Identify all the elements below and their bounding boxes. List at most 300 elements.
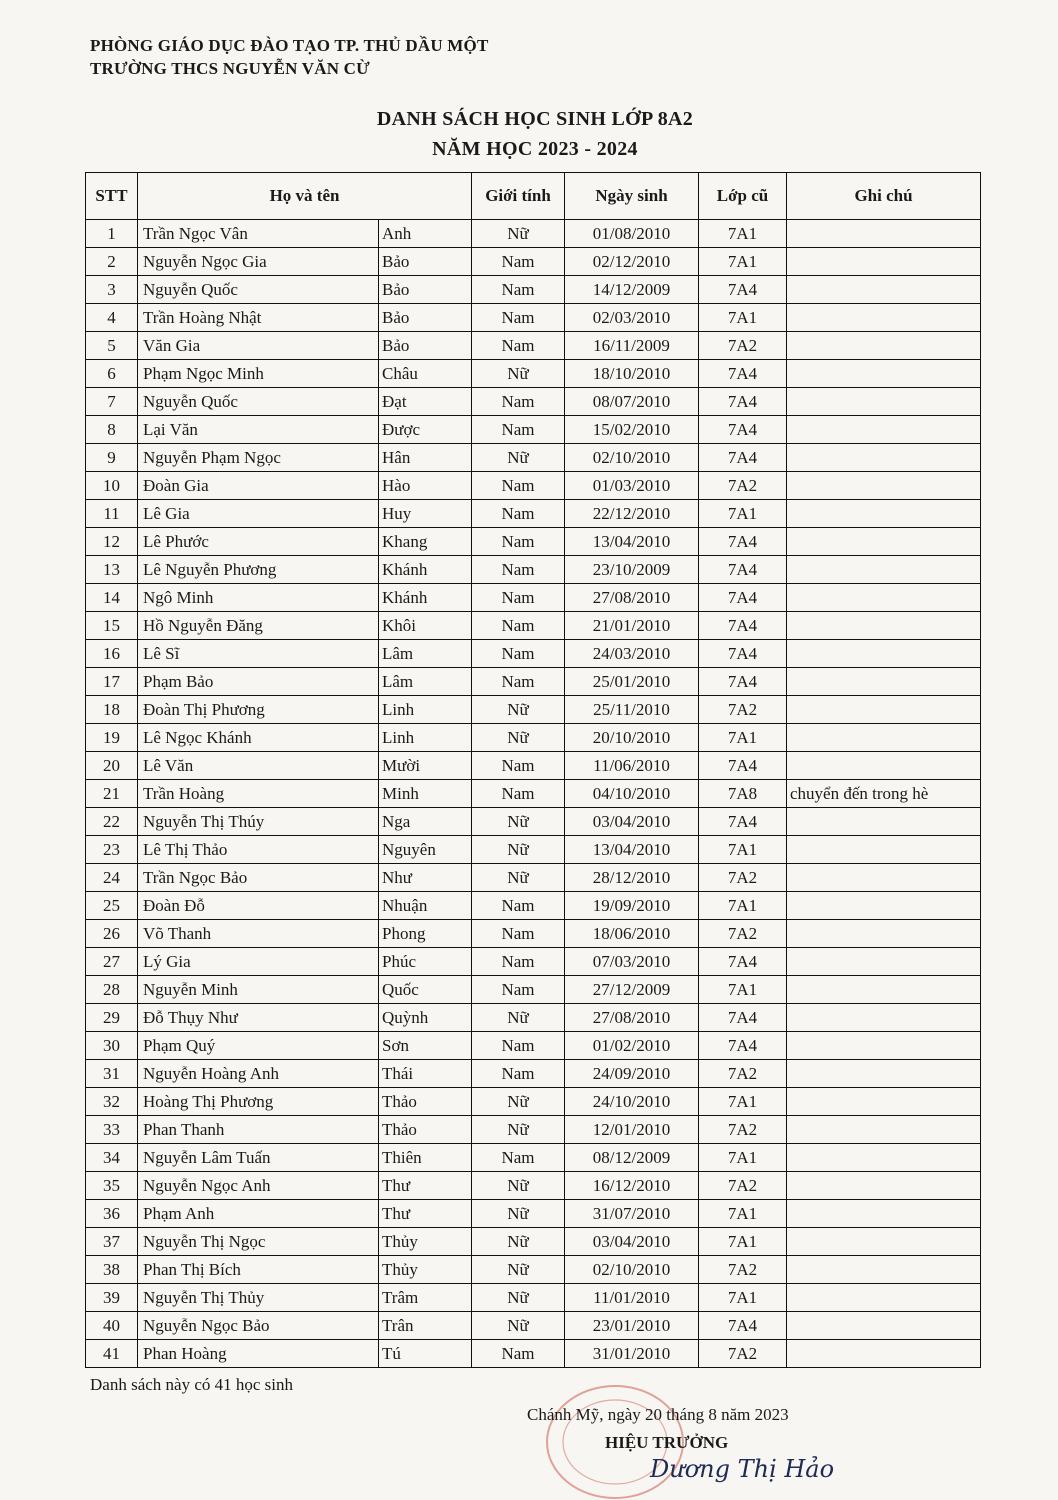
row-note <box>787 556 981 584</box>
row-last-name: Đoàn Thị Phương <box>138 696 379 724</box>
row-first-name: Bảo <box>379 304 472 332</box>
table-row <box>86 1200 981 1228</box>
student-count-note: Danh sách này có 41 học sinh <box>90 1375 294 1394</box>
row-gender: Nữ <box>472 864 565 892</box>
row-gender: Nam <box>472 248 565 276</box>
row-last-name: Đỗ Thụy Như <box>138 1004 379 1032</box>
row-stt: 15 <box>86 612 138 640</box>
row-old-class: 7A4 <box>699 640 787 668</box>
row-stt: 1 <box>86 220 138 248</box>
row-note <box>787 640 981 668</box>
row-first-name: Thư <box>379 1172 472 1200</box>
table-row <box>86 500 981 528</box>
row-stt: 29 <box>86 1004 138 1032</box>
row-first-name: Quỳnh <box>379 1004 472 1032</box>
row-first-name: Thảo <box>379 1116 472 1144</box>
row-last-name: Hoàng Thị Phương <box>138 1088 379 1116</box>
row-last-name: Nguyễn Ngọc Gia <box>138 248 379 276</box>
table-row <box>86 220 981 248</box>
table-row <box>86 556 981 584</box>
row-first-name: Trân <box>379 1312 472 1340</box>
row-last-name: Nguyễn Hoàng Anh <box>138 1060 379 1088</box>
row-old-class: 7A2 <box>699 332 787 360</box>
row-first-name: Hân <box>379 444 472 472</box>
row-first-name: Bảo <box>379 248 472 276</box>
row-old-class: 7A4 <box>699 752 787 780</box>
row-old-class: 7A1 <box>699 1088 787 1116</box>
row-stt: 37 <box>86 1228 138 1256</box>
table-row <box>86 1172 981 1200</box>
department-name: PHÒNG GIÁO DỤC ĐÀO TẠO TP. THỦ DẦU MỘT <box>90 36 489 55</box>
row-note <box>787 976 981 1004</box>
row-old-class: 7A2 <box>699 472 787 500</box>
row-first-name: Thảo <box>379 1088 472 1116</box>
row-note <box>787 724 981 752</box>
row-gender: Nữ <box>472 808 565 836</box>
table-row <box>86 948 981 976</box>
row-note <box>787 1088 981 1116</box>
row-last-name: Lê Thị Thảo <box>138 836 379 864</box>
row-note <box>787 276 981 304</box>
row-old-class: 7A2 <box>699 1340 787 1368</box>
row-gender: Nữ <box>472 1088 565 1116</box>
signer-title: HIỆU TRƯỞNG <box>605 1433 729 1452</box>
row-gender: Nam <box>472 1060 565 1088</box>
document-title-block <box>0 104 1058 164</box>
table-header-row <box>86 173 981 220</box>
row-first-name: Được <box>379 416 472 444</box>
row-last-name: Lê Sĩ <box>138 640 379 668</box>
row-gender: Nam <box>472 640 565 668</box>
row-note <box>787 864 981 892</box>
row-old-class: 7A1 <box>699 724 787 752</box>
table-row <box>86 416 981 444</box>
row-last-name: Nguyễn Thị Ngọc <box>138 1228 379 1256</box>
row-stt: 26 <box>86 920 138 948</box>
row-first-name: Anh <box>379 220 472 248</box>
row-dob: 01/02/2010 <box>565 1032 699 1060</box>
row-old-class: 7A1 <box>699 304 787 332</box>
row-stt: 36 <box>86 1200 138 1228</box>
row-gender: Nam <box>472 1032 565 1060</box>
row-stt: 27 <box>86 948 138 976</box>
row-note <box>787 668 981 696</box>
table-row <box>86 528 981 556</box>
row-old-class: 7A4 <box>699 668 787 696</box>
row-first-name: Quốc <box>379 976 472 1004</box>
row-last-name: Phạm Anh <box>138 1200 379 1228</box>
row-last-name: Phạm Quý <box>138 1032 379 1060</box>
row-gender: Nam <box>472 976 565 1004</box>
row-old-class: 7A4 <box>699 416 787 444</box>
row-dob: 31/07/2010 <box>565 1200 699 1228</box>
place-date: Chánh Mỹ, ngày 20 tháng 8 năm 2023 <box>527 1405 789 1424</box>
row-stt: 2 <box>86 248 138 276</box>
row-note <box>787 304 981 332</box>
row-last-name: Trần Hoàng <box>138 780 379 808</box>
row-gender: Nữ <box>472 444 565 472</box>
row-gender: Nữ <box>472 696 565 724</box>
row-last-name: Lại Văn <box>138 416 379 444</box>
row-old-class: 7A4 <box>699 1032 787 1060</box>
row-last-name: Nguyễn Quốc <box>138 388 379 416</box>
row-first-name: Linh <box>379 696 472 724</box>
row-last-name: Lê Gia <box>138 500 379 528</box>
row-stt: 31 <box>86 1060 138 1088</box>
col-header-dob: Ngày sinh <box>565 173 699 220</box>
row-gender: Nam <box>472 920 565 948</box>
row-first-name: Thư <box>379 1200 472 1228</box>
row-note <box>787 472 981 500</box>
row-old-class: 7A1 <box>699 892 787 920</box>
col-header-stt: STT <box>86 173 138 220</box>
row-note <box>787 1256 981 1284</box>
row-note <box>787 1060 981 1088</box>
row-gender: Nam <box>472 584 565 612</box>
row-first-name: Lâm <box>379 640 472 668</box>
table-row <box>86 1312 981 1340</box>
row-dob: 11/01/2010 <box>565 1284 699 1312</box>
row-last-name: Trần Ngọc Vân <box>138 220 379 248</box>
row-gender: Nam <box>472 500 565 528</box>
row-first-name: Bảo <box>379 276 472 304</box>
row-dob: 22/12/2010 <box>565 500 699 528</box>
row-dob: 24/03/2010 <box>565 640 699 668</box>
row-stt: 39 <box>86 1284 138 1312</box>
row-gender: Nam <box>472 948 565 976</box>
row-gender: Nam <box>472 892 565 920</box>
row-last-name: Trần Hoàng Nhật <box>138 304 379 332</box>
row-note <box>787 500 981 528</box>
table-row <box>86 752 981 780</box>
row-stt: 5 <box>86 332 138 360</box>
row-last-name: Phan Thị Bích <box>138 1256 379 1284</box>
student-table <box>85 172 981 1368</box>
row-gender: Nữ <box>472 220 565 248</box>
table-row <box>86 1228 981 1256</box>
row-gender: Nam <box>472 668 565 696</box>
table-row <box>86 248 981 276</box>
row-dob: 07/03/2010 <box>565 948 699 976</box>
table-row <box>86 1032 981 1060</box>
row-stt: 25 <box>86 892 138 920</box>
row-stt: 33 <box>86 1116 138 1144</box>
row-note <box>787 948 981 976</box>
row-note <box>787 388 981 416</box>
row-old-class: 7A4 <box>699 808 787 836</box>
row-dob: 19/09/2010 <box>565 892 699 920</box>
row-first-name: Tú <box>379 1340 472 1368</box>
row-gender: Nam <box>472 1144 565 1172</box>
signature: Dương Thị Hảo <box>650 1455 835 1483</box>
row-old-class: 7A2 <box>699 696 787 724</box>
row-last-name: Nguyễn Minh <box>138 976 379 1004</box>
row-dob: 14/12/2009 <box>565 276 699 304</box>
row-stt: 3 <box>86 276 138 304</box>
school-name: TRƯỜNG THCS NGUYỄN VĂN CỪ <box>90 59 370 78</box>
row-first-name: Sơn <box>379 1032 472 1060</box>
row-dob: 31/01/2010 <box>565 1340 699 1368</box>
row-first-name: Linh <box>379 724 472 752</box>
row-last-name: Lý Gia <box>138 948 379 976</box>
row-stt: 22 <box>86 808 138 836</box>
row-old-class: 7A1 <box>699 836 787 864</box>
row-gender: Nam <box>472 416 565 444</box>
row-note <box>787 752 981 780</box>
row-last-name: Phan Thanh <box>138 1116 379 1144</box>
row-first-name: Thủy <box>379 1256 472 1284</box>
row-note <box>787 584 981 612</box>
row-old-class: 7A4 <box>699 556 787 584</box>
row-dob: 24/09/2010 <box>565 1060 699 1088</box>
row-last-name: Nguyễn Ngọc Anh <box>138 1172 379 1200</box>
table-row <box>86 1284 981 1312</box>
row-note <box>787 1172 981 1200</box>
row-gender: Nữ <box>472 1116 565 1144</box>
row-note <box>787 920 981 948</box>
row-old-class: 7A1 <box>699 220 787 248</box>
row-last-name: Đoàn Gia <box>138 472 379 500</box>
row-last-name: Trần Ngọc Bảo <box>138 864 379 892</box>
row-note <box>787 332 981 360</box>
row-gender: Nam <box>472 752 565 780</box>
row-note <box>787 444 981 472</box>
row-note <box>787 892 981 920</box>
row-dob: 16/12/2010 <box>565 1172 699 1200</box>
row-stt: 4 <box>86 304 138 332</box>
row-old-class: 7A4 <box>699 388 787 416</box>
row-gender: Nữ <box>472 360 565 388</box>
col-header-gender: Giới tính <box>472 173 565 220</box>
row-stt: 18 <box>86 696 138 724</box>
row-dob: 04/10/2010 <box>565 780 699 808</box>
row-gender: Nam <box>472 388 565 416</box>
row-dob: 08/12/2009 <box>565 1144 699 1172</box>
row-dob: 08/07/2010 <box>565 388 699 416</box>
row-stt: 20 <box>86 752 138 780</box>
row-dob: 18/06/2010 <box>565 920 699 948</box>
table-row <box>86 836 981 864</box>
row-note <box>787 1200 981 1228</box>
table-row <box>86 864 981 892</box>
row-dob: 12/01/2010 <box>565 1116 699 1144</box>
row-stt: 11 <box>86 500 138 528</box>
table-row <box>86 388 981 416</box>
row-stt: 14 <box>86 584 138 612</box>
row-old-class: 7A1 <box>699 1284 787 1312</box>
row-stt: 8 <box>86 416 138 444</box>
row-dob: 01/03/2010 <box>565 472 699 500</box>
row-first-name: Khang <box>379 528 472 556</box>
row-old-class: 7A8 <box>699 780 787 808</box>
row-last-name: Nguyễn Quốc <box>138 276 379 304</box>
table-row <box>86 584 981 612</box>
row-note <box>787 808 981 836</box>
row-first-name: Bảo <box>379 332 472 360</box>
row-gender: Nam <box>472 332 565 360</box>
row-first-name: Mười <box>379 752 472 780</box>
row-dob: 23/01/2010 <box>565 1312 699 1340</box>
row-dob: 27/08/2010 <box>565 1004 699 1032</box>
table-row <box>86 808 981 836</box>
table-row <box>86 612 981 640</box>
col-header-name: Họ và tên <box>138 173 472 220</box>
table-row <box>86 1116 981 1144</box>
table-row <box>86 1340 981 1368</box>
col-header-old-class: Lớp cũ <box>699 173 787 220</box>
row-dob: 03/04/2010 <box>565 1228 699 1256</box>
row-old-class: 7A4 <box>699 612 787 640</box>
table-row <box>86 780 981 808</box>
row-old-class: 7A2 <box>699 864 787 892</box>
row-note <box>787 220 981 248</box>
row-dob: 13/04/2010 <box>565 836 699 864</box>
school-year: NĂM HỌC 2023 - 2024 <box>432 138 638 160</box>
row-first-name: Nhuận <box>379 892 472 920</box>
row-old-class: 7A1 <box>699 500 787 528</box>
table-row <box>86 360 981 388</box>
table-row <box>86 1004 981 1032</box>
row-note <box>787 1340 981 1368</box>
row-dob: 02/10/2010 <box>565 444 699 472</box>
row-stt: 10 <box>86 472 138 500</box>
table-row <box>86 332 981 360</box>
table-row <box>86 1088 981 1116</box>
table-row <box>86 920 981 948</box>
col-header-note: Ghi chú <box>787 173 981 220</box>
row-gender: Nữ <box>472 1228 565 1256</box>
row-dob: 27/08/2010 <box>565 584 699 612</box>
row-last-name: Lê Phước <box>138 528 379 556</box>
table-row <box>86 304 981 332</box>
row-stt: 9 <box>86 444 138 472</box>
row-dob: 03/04/2010 <box>565 808 699 836</box>
row-first-name: Phúc <box>379 948 472 976</box>
row-last-name: Lê Văn <box>138 752 379 780</box>
row-first-name: Thái <box>379 1060 472 1088</box>
row-dob: 15/02/2010 <box>565 416 699 444</box>
row-old-class: 7A4 <box>699 948 787 976</box>
row-gender: Nữ <box>472 724 565 752</box>
table-row <box>86 276 981 304</box>
row-old-class: 7A2 <box>699 1060 787 1088</box>
row-last-name: Nguyễn Phạm Ngọc <box>138 444 379 472</box>
row-dob: 23/10/2009 <box>565 556 699 584</box>
row-stt: 32 <box>86 1088 138 1116</box>
row-dob: 01/08/2010 <box>565 220 699 248</box>
row-first-name: Hào <box>379 472 472 500</box>
row-last-name: Nguyễn Lâm Tuấn <box>138 1144 379 1172</box>
row-gender: Nam <box>472 780 565 808</box>
row-old-class: 7A1 <box>699 1144 787 1172</box>
table-row <box>86 976 981 1004</box>
row-dob: 13/04/2010 <box>565 528 699 556</box>
row-stt: 24 <box>86 864 138 892</box>
row-last-name: Phan Hoàng <box>138 1340 379 1368</box>
row-note <box>787 612 981 640</box>
row-note <box>787 696 981 724</box>
row-gender: Nữ <box>472 836 565 864</box>
row-old-class: 7A2 <box>699 920 787 948</box>
row-note <box>787 360 981 388</box>
row-gender: Nữ <box>472 1284 565 1312</box>
table-row <box>86 1256 981 1284</box>
table-row <box>86 1060 981 1088</box>
row-first-name: Nguyên <box>379 836 472 864</box>
row-note <box>787 1032 981 1060</box>
row-old-class: 7A1 <box>699 976 787 1004</box>
row-gender: Nữ <box>472 1172 565 1200</box>
row-note <box>787 1116 981 1144</box>
row-stt: 35 <box>86 1172 138 1200</box>
row-last-name: Nguyễn Thị Thúy <box>138 808 379 836</box>
row-stt: 16 <box>86 640 138 668</box>
row-old-class: 7A4 <box>699 528 787 556</box>
table-row <box>86 640 981 668</box>
row-stt: 41 <box>86 1340 138 1368</box>
row-old-class: 7A4 <box>699 276 787 304</box>
row-stt: 13 <box>86 556 138 584</box>
row-note: chuyển đến trong hè <box>787 780 981 808</box>
row-dob: 02/03/2010 <box>565 304 699 332</box>
table-row <box>86 724 981 752</box>
table-row <box>86 696 981 724</box>
row-note <box>787 1144 981 1172</box>
table-row <box>86 444 981 472</box>
row-dob: 25/11/2010 <box>565 696 699 724</box>
row-old-class: 7A4 <box>699 360 787 388</box>
row-stt: 6 <box>86 360 138 388</box>
table-row <box>86 892 981 920</box>
row-stt: 17 <box>86 668 138 696</box>
row-dob: 24/10/2010 <box>565 1088 699 1116</box>
row-first-name: Lâm <box>379 668 472 696</box>
row-dob: 18/10/2010 <box>565 360 699 388</box>
table-row <box>86 1144 981 1172</box>
row-first-name: Khánh <box>379 584 472 612</box>
row-old-class: 7A4 <box>699 444 787 472</box>
row-stt: 19 <box>86 724 138 752</box>
table-body <box>86 220 981 1368</box>
row-gender: Nữ <box>472 1004 565 1032</box>
row-gender: Nam <box>472 1340 565 1368</box>
row-dob: 25/01/2010 <box>565 668 699 696</box>
row-old-class: 7A2 <box>699 1256 787 1284</box>
row-gender: Nam <box>472 276 565 304</box>
org-header <box>90 34 488 80</box>
table-row <box>86 668 981 696</box>
row-gender: Nam <box>472 304 565 332</box>
row-old-class: 7A4 <box>699 1004 787 1032</box>
row-note <box>787 1228 981 1256</box>
row-gender: Nam <box>472 612 565 640</box>
row-stt: 34 <box>86 1144 138 1172</box>
row-first-name: Như <box>379 864 472 892</box>
row-note <box>787 1312 981 1340</box>
row-stt: 40 <box>86 1312 138 1340</box>
row-dob: 21/01/2010 <box>565 612 699 640</box>
row-last-name: Nguyễn Ngọc Bảo <box>138 1312 379 1340</box>
row-old-class: 7A1 <box>699 248 787 276</box>
row-note <box>787 1284 981 1312</box>
row-gender: Nam <box>472 528 565 556</box>
row-dob: 27/12/2009 <box>565 976 699 1004</box>
row-note <box>787 1004 981 1032</box>
row-last-name: Đoàn Đỗ <box>138 892 379 920</box>
row-stt: 30 <box>86 1032 138 1060</box>
row-note <box>787 416 981 444</box>
row-gender: Nam <box>472 472 565 500</box>
